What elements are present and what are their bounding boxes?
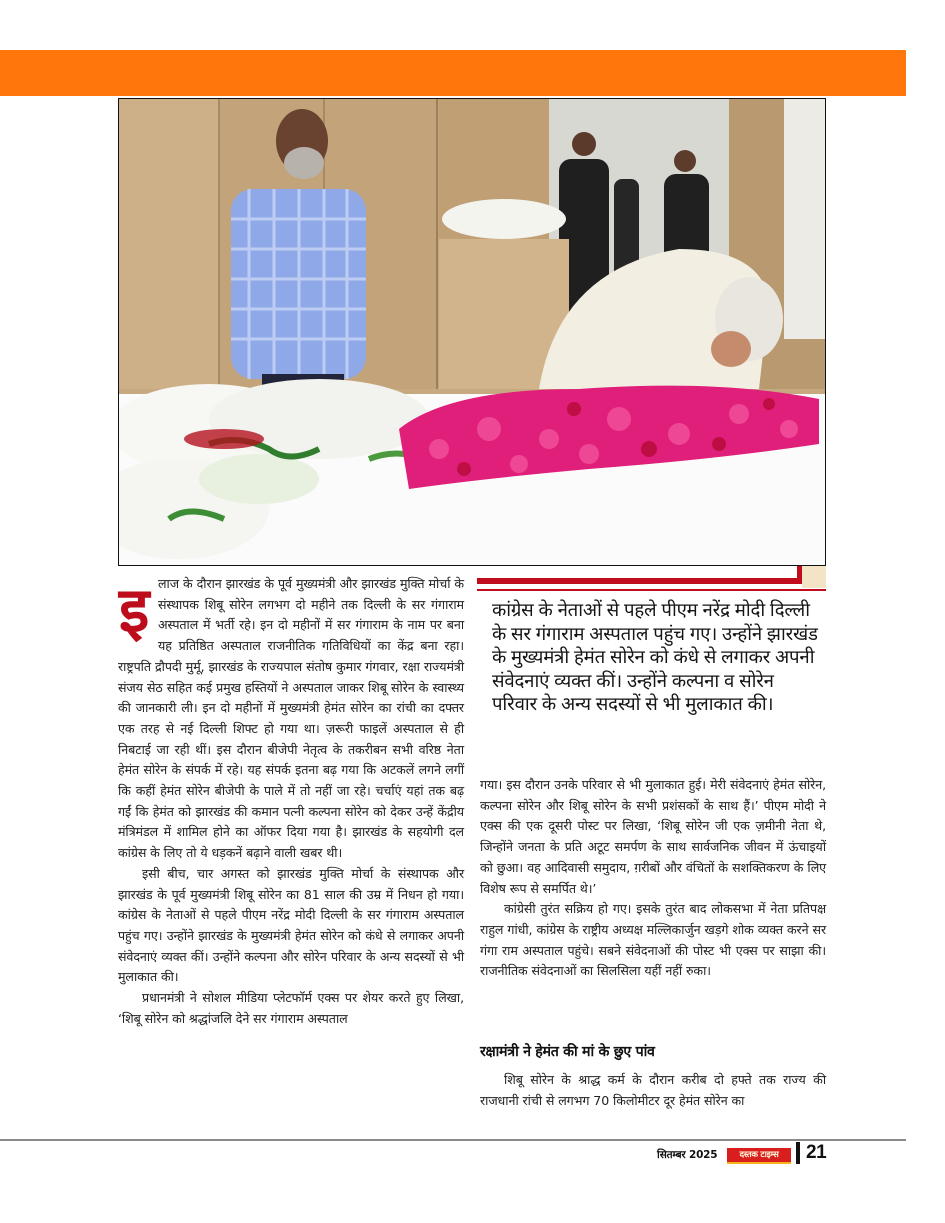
section-subheading: रक्षामंत्री ने हेमंत की मां के छुए पांव xyxy=(480,1044,655,1060)
paragraph: प्रधानमंत्री ने सोशल मीडिया प्लेटफॉर्म एक्स पर शेयर करते हुए लिखा, ‘शिबू सोरेन को श्रद्धांजलि देने सर गंगाराम अस्पताल xyxy=(118,990,464,1026)
pull-quote-rule-thin xyxy=(477,589,826,591)
pull-quote: कांग्रेस के नेताओं से पहले पीएम नरेंद्र मोदी दिल्ली के सर गंगाराम अस्पताल पहुंच गए। उन्होंने झारखंड के मुख्यमंत्री हेमंत सोरेन को कंधे से लगाकर अपनी संवेदनाएं व्यक्त कीं। उन्होंने कल्पना व सोरेन परिवार के अन्य सदस्यों से भी मुलाकात की। xyxy=(492,599,818,715)
footer-separator xyxy=(796,1142,800,1164)
photo-flower-vase xyxy=(442,199,566,239)
article-photo xyxy=(118,98,826,566)
paragraph: कांग्रेसी तुरंत सक्रिय हो गए। इसके तुरंत बाद लोकसभा में नेता प्रतिपक्ष राहुल गांधी, कांग्रेस के राष्ट्रीय अध्यक्ष मल्लिकार्जुन खड़गे शोक व्यक्त करने सर गंगा राम अस्पताल पहुंचे। सबने संवेदनाओं की पोस्ट भी एक्स पर साझा की। राजनीतिक संवेदनाओं का सिलसिला यहीं नहीं रुका। xyxy=(480,901,826,979)
magazine-logo: दस्तक टाइम्स xyxy=(727,1148,791,1164)
pull-quote-accent-square xyxy=(802,566,826,588)
drop-cap: इ xyxy=(118,573,150,646)
paragraph: गया। इस दौरान उनके परिवार से भी मुलाकात हुई। मेरी संवेदनाएं हेमंत सोरेन, कल्पना सोरेन और शिबू सोरेन के सभी प्रशंसकों के साथ हैं।’ पीएम मोदी ने एक्स की एक दूसरी पोस्ट पर लिखा, ‘शिबू सोरेन जी एक ज़मीनी नेता थे, जिन्होंने जनता के प्रति अटूट समर्पण के साथ सार्वजनिक जीवन में ऊंचाइयों को छुआ। वह आदिवासी समुदाय, ग़रीबों और वंचितों के सशक्तिकरण के लिए विशेष रूप से समर्पित थे।’ xyxy=(480,777,826,896)
issue-date: सितम्बर 2025 xyxy=(657,1149,718,1161)
article-column-2 xyxy=(480,775,826,982)
article-column-2-continued xyxy=(480,1070,826,1111)
top-color-band xyxy=(0,50,906,96)
pull-quote-rule-thick xyxy=(477,578,799,584)
article-column-1 xyxy=(118,574,464,1029)
footer-divider xyxy=(0,1139,906,1141)
photo-cabinet-left xyxy=(119,99,219,389)
paragraph: लाज के दौरान झारखंड के पूर्व मुख्यमंत्री और झारखंड मुक्ति मोर्चा के संस्थापक शिबू सोरेन लगभग दो महीने तक दिल्ली के सर गंगाराम अस्पताल में भर्ती रहे। इन दो महीनों में सर गंगाराम के नाम पर बना यह प्रतिष्ठित अस्पताल राजनीतिक गतिविधियों का केंद्र बना रहा। राष्ट्रपति द्रौपदी मुर्मू, झारखंड के राज्यपाल संतोष कुमार गंगवार, रक्षा राज्यमंत्री संजय सेठ सहित कई प्रमुख हस्तियों ने अस्पताल जाकर शिबू सोरेन के स्वास्थ्य की जानकारी ली। इन दो महीनों में मुख्यमंत्री हेमंत सोरेन का रांची का दफ्तर एक तरह से नई दिल्ली शिफ्ट हो गया था। ज़रूरी फाइलें अस्पताल से ही निबटाई जा रही थीं। इस दौरान बीजेपी नेतृत्व के तकरीबन सभी वरिष्ठ नेता हेमंत सोरेन के संपर्क में रहे। यह संपर्क इतना बढ़ गया कि अटकलें लगने लगीं कि कहीं हेमंत सोरेन बीजेपी के पाले में तो नहीं जा रहे। चर्चाएं यहां तक बढ़ गईं कि हेमंत को झारखंड की कमान पत्नी कल्पना सोरेन को देकर उन्हें केंद्रीय मंत्रिमंडल में शामिल होने का ऑफर दिया गया है। झारखंड के सहयोगी दल कांग्रेस के लिए तो ये धड़कनें बढ़ाने वाली खबर थी। xyxy=(118,576,464,861)
paragraph: शिबू सोरेन के श्राद्ध कर्म के दौरान करीब दो हफ्ते तक राज्य की राजधानी रांची से लगभग 70 किलोमीटर दूर हेमंत सोरेन का xyxy=(480,1072,826,1108)
page-number: 21 xyxy=(806,1142,827,1163)
photo-illustration xyxy=(119,99,825,565)
paragraph: इसी बीच, चार अगस्त को झारखंड मुक्ति मोर्चा के संस्थापक और झारखंड के पूर्व मुख्यमंत्री शिबू सोरेन का 81 साल की उम्र में निधन हो गया। कांग्रेस के नेताओं से पहले पीएम नरेंद्र मोदी दिल्ली के सर गंगाराम अस्पताल पहुंच गए। उन्होंने झारखंड के मुख्यमंत्री हेमंत सोरेन को कंधे से लगाकर अपनी संवेदनाएं व्यक्त कीं। उन्होंने कल्पना और सोरेन परिवार के अन्य सदस्यों से भी मुलाकात की। xyxy=(118,865,464,985)
